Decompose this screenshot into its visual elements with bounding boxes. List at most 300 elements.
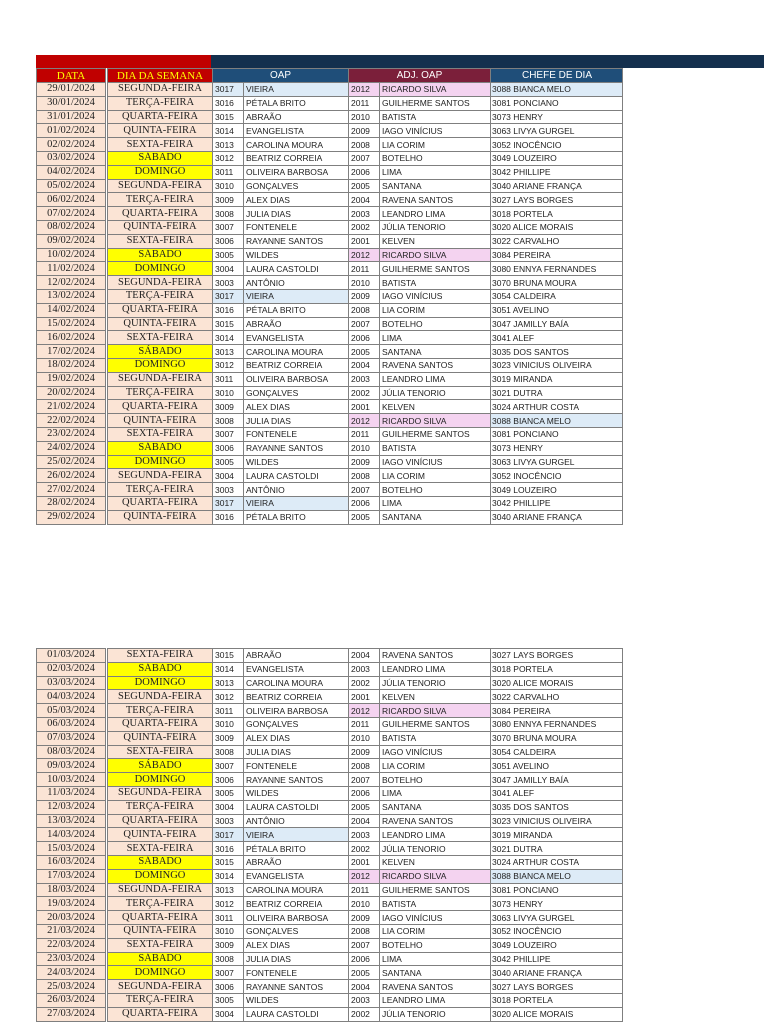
cell-oap-name: RAYANNE SANTOS — [244, 980, 349, 994]
cell-oap-name: ANTÔNIO — [244, 814, 349, 828]
cell-adj-code: 2010 — [349, 441, 380, 455]
cell-adj-name: BOTELHO — [380, 483, 491, 497]
cell-oap-code: 3009 — [213, 938, 244, 952]
cell-adj-code: 2005 — [349, 345, 380, 359]
cell-adj-code: 2006 — [349, 165, 380, 179]
schedule-table-march — [36, 648, 623, 1022]
cell-chefe-de-dia: 3073 HENRY — [491, 441, 623, 455]
cell-adj-code: 2012 — [349, 414, 380, 428]
cell-oap-code: 3005 — [213, 786, 244, 800]
cell-date: 02/02/2024 — [37, 138, 107, 152]
cell-oap-code: 3007 — [213, 759, 244, 773]
cell-adj-code: 2008 — [349, 469, 380, 483]
cell-chefe-de-dia: 3040 ARIANE FRANÇA — [491, 179, 623, 193]
cell-oap-code: 3016 — [213, 303, 244, 317]
cell-day-of-week: QUINTA-FEIRA — [107, 124, 213, 138]
cell-date: 25/02/2024 — [37, 455, 107, 469]
table-row — [37, 234, 623, 248]
table-row — [37, 745, 623, 759]
cell-adj-code: 2008 — [349, 303, 380, 317]
cell-adj-name: LIMA — [380, 165, 491, 179]
cell-adj-name: RAVENA SANTOS — [380, 814, 491, 828]
cell-day-of-week: SÁBADO — [107, 151, 213, 165]
cell-oap-code: 3011 — [213, 911, 244, 925]
cell-adj-name: SANTANA — [380, 510, 491, 524]
cell-chefe-de-dia: 3018 PORTELA — [491, 662, 623, 676]
cell-chefe-de-dia: 3047 JAMILLY BAÍA — [491, 773, 623, 787]
cell-date: 29/01/2024 — [37, 83, 107, 97]
cell-oap-code: 3017 — [213, 828, 244, 842]
table-row — [37, 842, 623, 856]
cell-adj-name: KELVEN — [380, 234, 491, 248]
cell-day-of-week: QUARTA-FEIRA — [107, 303, 213, 317]
cell-date: 27/03/2024 — [37, 1007, 107, 1021]
table-row — [37, 372, 623, 386]
cell-adj-name: GUILHERME SANTOS — [380, 717, 491, 731]
cell-day-of-week: DOMINGO — [107, 773, 213, 787]
table-row — [37, 220, 623, 234]
cell-chefe-de-dia: 3088 BIANCA MELO — [491, 414, 623, 428]
cell-oap-name: PÉTALA BRITO — [244, 303, 349, 317]
cell-adj-name: RAVENA SANTOS — [380, 649, 491, 663]
cell-adj-code: 2012 — [349, 248, 380, 262]
cell-chefe-de-dia: 3019 MIRANDA — [491, 828, 623, 842]
cell-day-of-week: QUINTA-FEIRA — [107, 510, 213, 524]
cell-oap-code: 3015 — [213, 649, 244, 663]
cell-adj-name: BATISTA — [380, 276, 491, 290]
cell-date: 19/03/2024 — [37, 897, 107, 911]
cell-adj-name: IAGO VINÍCIUS — [380, 455, 491, 469]
cell-adj-name: BATISTA — [380, 731, 491, 745]
cell-chefe-de-dia: 3084 PEREIRA — [491, 704, 623, 718]
cell-day-of-week: SÁBADO — [107, 952, 213, 966]
table-row — [37, 483, 623, 497]
cell-adj-code: 2006 — [349, 496, 380, 510]
cell-chefe-de-dia: 3081 PONCIANO — [491, 427, 623, 441]
table-row — [37, 441, 623, 455]
table-row — [37, 897, 623, 911]
cell-adj-name: KELVEN — [380, 855, 491, 869]
cell-oap-name: RAYANNE SANTOS — [244, 441, 349, 455]
cell-day-of-week: SEGUNDA-FEIRA — [107, 83, 213, 97]
cell-adj-code: 2009 — [349, 455, 380, 469]
cell-oap-name: CAROLINA MOURA — [244, 345, 349, 359]
table-row — [37, 814, 623, 828]
table-row — [37, 96, 623, 110]
cell-oap-code: 3005 — [213, 993, 244, 1007]
cell-adj-name: SANTANA — [380, 800, 491, 814]
cell-chefe-de-dia: 3042 PHILLIPE — [491, 496, 623, 510]
cell-date: 08/02/2024 — [37, 220, 107, 234]
cell-oap-name: RAYANNE SANTOS — [244, 773, 349, 787]
cell-chefe-de-dia: 3054 CALDEIRA — [491, 745, 623, 759]
cell-chefe-de-dia: 3084 PEREIRA — [491, 248, 623, 262]
cell-chefe-de-dia: 3018 PORTELA — [491, 993, 623, 1007]
cell-oap-code: 3012 — [213, 690, 244, 704]
cell-day-of-week: QUARTA-FEIRA — [107, 717, 213, 731]
cell-adj-code: 2005 — [349, 510, 380, 524]
cell-oap-code: 3004 — [213, 469, 244, 483]
cell-oap-code: 3013 — [213, 883, 244, 897]
cell-date: 03/03/2024 — [37, 676, 107, 690]
cell-chefe-de-dia: 3047 JAMILLY BAÍA — [491, 317, 623, 331]
cell-day-of-week: TERÇA-FEIRA — [107, 386, 213, 400]
cell-day-of-week: TERÇA-FEIRA — [107, 993, 213, 1007]
cell-adj-code: 2012 — [349, 704, 380, 718]
cell-day-of-week: QUINTA-FEIRA — [107, 828, 213, 842]
cell-adj-code: 2003 — [349, 993, 380, 1007]
cell-adj-name: JÚLIA TENORIO — [380, 676, 491, 690]
cell-adj-code: 2002 — [349, 676, 380, 690]
cell-day-of-week: QUARTA-FEIRA — [107, 814, 213, 828]
cell-adj-code: 2008 — [349, 138, 380, 152]
table-row — [37, 455, 623, 469]
cell-day-of-week: SEXTA-FEIRA — [107, 331, 213, 345]
table-row — [37, 883, 623, 897]
cell-chefe-de-dia: 3019 MIRANDA — [491, 372, 623, 386]
table-row — [37, 980, 623, 994]
cell-oap-name: CAROLINA MOURA — [244, 676, 349, 690]
cell-oap-name: LAURA CASTOLDI — [244, 800, 349, 814]
cell-oap-code: 3007 — [213, 427, 244, 441]
cell-chefe-de-dia: 3022 CARVALHO — [491, 234, 623, 248]
cell-adj-code: 2001 — [349, 234, 380, 248]
table-row — [37, 193, 623, 207]
table-row — [37, 400, 623, 414]
cell-chefe-de-dia: 3063 LIVYA GURGEL — [491, 124, 623, 138]
cell-adj-name: RICARDO SILVA — [380, 248, 491, 262]
cell-adj-code: 2011 — [349, 717, 380, 731]
cell-chefe-de-dia: 3063 LIVYA GURGEL — [491, 911, 623, 925]
cell-oap-name: EVANGELISTA — [244, 331, 349, 345]
cell-chefe-de-dia: 3080 ENNYA FERNANDES — [491, 262, 623, 276]
cell-oap-name: EVANGELISTA — [244, 869, 349, 883]
cell-chefe-de-dia: 3020 ALICE MORAIS — [491, 220, 623, 234]
cell-date: 16/02/2024 — [37, 331, 107, 345]
cell-adj-code: 2003 — [349, 662, 380, 676]
table-row — [37, 828, 623, 842]
cell-date: 21/02/2024 — [37, 400, 107, 414]
cell-chefe-de-dia: 3023 VINICIUS OLIVEIRA — [491, 358, 623, 372]
cell-chefe-de-dia: 3051 AVELINO — [491, 303, 623, 317]
table-row — [37, 966, 623, 980]
cell-oap-code: 3016 — [213, 96, 244, 110]
cell-day-of-week: SEXTA-FEIRA — [107, 649, 213, 663]
cell-day-of-week: SEXTA-FEIRA — [107, 938, 213, 952]
cell-day-of-week: QUINTA-FEIRA — [107, 414, 213, 428]
cell-oap-code: 3017 — [213, 496, 244, 510]
cell-oap-name: JULIA DIAS — [244, 952, 349, 966]
cell-adj-name: IAGO VINÍCIUS — [380, 289, 491, 303]
cell-oap-code: 3012 — [213, 358, 244, 372]
cell-adj-name: IAGO VINÍCIUS — [380, 124, 491, 138]
cell-adj-name: BATISTA — [380, 441, 491, 455]
cell-adj-name: RAVENA SANTOS — [380, 980, 491, 994]
cell-adj-code: 2005 — [349, 800, 380, 814]
table-row — [37, 993, 623, 1007]
cell-adj-code: 2005 — [349, 179, 380, 193]
cell-adj-code: 2001 — [349, 855, 380, 869]
table-row — [37, 924, 623, 938]
cell-day-of-week: SEGUNDA-FEIRA — [107, 690, 213, 704]
table-row — [37, 496, 623, 510]
table-row — [37, 510, 623, 524]
cell-oap-code: 3006 — [213, 234, 244, 248]
cell-oap-name: RAYANNE SANTOS — [244, 234, 349, 248]
cell-day-of-week: SEXTA-FEIRA — [107, 842, 213, 856]
cell-day-of-week: QUARTA-FEIRA — [107, 110, 213, 124]
cell-adj-name: LIA CORIM — [380, 469, 491, 483]
cell-adj-name: GUILHERME SANTOS — [380, 96, 491, 110]
cell-oap-name: ABRAÃO — [244, 317, 349, 331]
cell-day-of-week: QUARTA-FEIRA — [107, 496, 213, 510]
cell-day-of-week: DOMINGO — [107, 966, 213, 980]
cell-oap-name: BEATRIZ CORREIA — [244, 897, 349, 911]
cell-adj-code: 2007 — [349, 151, 380, 165]
cell-adj-code: 2010 — [349, 276, 380, 290]
cell-chefe-de-dia: 3049 LOUZEIRO — [491, 938, 623, 952]
cell-oap-code: 3006 — [213, 980, 244, 994]
header-adj-oap: ADJ. OAP — [349, 69, 491, 83]
cell-date: 09/03/2024 — [37, 759, 107, 773]
cell-oap-code: 3008 — [213, 414, 244, 428]
table-row — [37, 855, 623, 869]
table-row — [37, 151, 623, 165]
cell-day-of-week: SÁBADO — [107, 345, 213, 359]
cell-date: 24/03/2024 — [37, 966, 107, 980]
cell-chefe-de-dia: 3041 ALEF — [491, 331, 623, 345]
cell-oap-name: VIEIRA — [244, 289, 349, 303]
cell-date: 20/03/2024 — [37, 911, 107, 925]
cell-date: 08/03/2024 — [37, 745, 107, 759]
cell-adj-code: 2007 — [349, 773, 380, 787]
cell-day-of-week: SEGUNDA-FEIRA — [107, 980, 213, 994]
cell-date: 14/03/2024 — [37, 828, 107, 842]
table-row — [37, 317, 623, 331]
cell-adj-name: LEANDRO LIMA — [380, 828, 491, 842]
cell-oap-code: 3009 — [213, 400, 244, 414]
cell-adj-code: 2007 — [349, 317, 380, 331]
table-row — [37, 427, 623, 441]
cell-adj-code: 2006 — [349, 786, 380, 800]
cell-adj-code: 2001 — [349, 690, 380, 704]
cell-date: 22/02/2024 — [37, 414, 107, 428]
cell-adj-code: 2002 — [349, 1007, 380, 1021]
cell-chefe-de-dia: 3070 BRUNA MOURA — [491, 731, 623, 745]
header-band-navy — [211, 55, 764, 68]
cell-adj-name: IAGO VINÍCIUS — [380, 745, 491, 759]
cell-oap-name: ANTÔNIO — [244, 483, 349, 497]
cell-adj-code: 2004 — [349, 193, 380, 207]
table-row — [37, 289, 623, 303]
cell-adj-code: 2011 — [349, 262, 380, 276]
cell-oap-code: 3004 — [213, 800, 244, 814]
cell-oap-code: 3012 — [213, 151, 244, 165]
cell-adj-name: GUILHERME SANTOS — [380, 427, 491, 441]
cell-adj-code: 2009 — [349, 745, 380, 759]
cell-adj-name: GUILHERME SANTOS — [380, 883, 491, 897]
cell-oap-code: 3014 — [213, 124, 244, 138]
cell-oap-name: OLIVEIRA BARBOSA — [244, 704, 349, 718]
table-row — [37, 952, 623, 966]
table-row — [37, 83, 623, 97]
cell-date: 21/03/2024 — [37, 924, 107, 938]
cell-day-of-week: TERÇA-FEIRA — [107, 897, 213, 911]
cell-oap-name: FONTENELE — [244, 427, 349, 441]
cell-oap-name: GONÇALVES — [244, 386, 349, 400]
cell-oap-name: GONÇALVES — [244, 717, 349, 731]
cell-oap-code: 3004 — [213, 1007, 244, 1021]
cell-oap-code: 3015 — [213, 110, 244, 124]
cell-date: 30/01/2024 — [37, 96, 107, 110]
cell-date: 14/02/2024 — [37, 303, 107, 317]
table-row — [37, 138, 623, 152]
cell-oap-name: FONTENELE — [244, 966, 349, 980]
table-row — [37, 179, 623, 193]
cell-adj-name: JÚLIA TENORIO — [380, 386, 491, 400]
cell-oap-name: JULIA DIAS — [244, 414, 349, 428]
cell-adj-code: 2009 — [349, 124, 380, 138]
table-header-row — [37, 69, 623, 83]
table-row — [37, 676, 623, 690]
cell-date: 18/03/2024 — [37, 883, 107, 897]
cell-chefe-de-dia: 3027 LAYS BORGES — [491, 980, 623, 994]
cell-day-of-week: TERÇA-FEIRA — [107, 289, 213, 303]
cell-chefe-de-dia: 3041 ALEF — [491, 786, 623, 800]
table-row — [37, 717, 623, 731]
cell-date: 02/03/2024 — [37, 662, 107, 676]
cell-adj-code: 2004 — [349, 358, 380, 372]
cell-date: 27/02/2024 — [37, 483, 107, 497]
cell-oap-code: 3008 — [213, 952, 244, 966]
table-row — [37, 262, 623, 276]
header-oap: OAP — [213, 69, 349, 83]
table-row — [37, 938, 623, 952]
cell-adj-name: BOTELHO — [380, 317, 491, 331]
cell-oap-code: 3014 — [213, 869, 244, 883]
cell-chefe-de-dia: 3054 CALDEIRA — [491, 289, 623, 303]
table-row — [37, 303, 623, 317]
cell-oap-name: LAURA CASTOLDI — [244, 262, 349, 276]
cell-chefe-de-dia: 3022 CARVALHO — [491, 690, 623, 704]
cell-oap-name: GONÇALVES — [244, 924, 349, 938]
cell-date: 18/02/2024 — [37, 358, 107, 372]
cell-oap-code: 3016 — [213, 842, 244, 856]
cell-oap-code: 3004 — [213, 262, 244, 276]
cell-adj-name: RICARDO SILVA — [380, 83, 491, 97]
cell-date: 07/03/2024 — [37, 731, 107, 745]
table-row — [37, 414, 623, 428]
cell-date: 29/02/2024 — [37, 510, 107, 524]
cell-day-of-week: QUARTA-FEIRA — [107, 911, 213, 925]
cell-adj-name: LEANDRO LIMA — [380, 207, 491, 221]
cell-date: 06/03/2024 — [37, 717, 107, 731]
cell-oap-code: 3013 — [213, 138, 244, 152]
cell-adj-name: JÚLIA TENORIO — [380, 1007, 491, 1021]
cell-chefe-de-dia: 3070 BRUNA MOURA — [491, 276, 623, 290]
cell-adj-code: 2010 — [349, 110, 380, 124]
cell-day-of-week: SEGUNDA-FEIRA — [107, 883, 213, 897]
cell-day-of-week: DOMINGO — [107, 869, 213, 883]
cell-day-of-week: DOMINGO — [107, 676, 213, 690]
cell-date: 12/02/2024 — [37, 276, 107, 290]
table-row — [37, 649, 623, 663]
cell-chefe-de-dia: 3021 DUTRA — [491, 386, 623, 400]
cell-day-of-week: SÁBADO — [107, 248, 213, 262]
cell-day-of-week: SEGUNDA-FEIRA — [107, 469, 213, 483]
table-row — [37, 786, 623, 800]
cell-adj-name: BOTELHO — [380, 773, 491, 787]
cell-day-of-week: TERÇA-FEIRA — [107, 96, 213, 110]
cell-oap-code: 3007 — [213, 966, 244, 980]
cell-date: 25/03/2024 — [37, 980, 107, 994]
cell-date: 05/02/2024 — [37, 179, 107, 193]
cell-oap-code: 3006 — [213, 441, 244, 455]
cell-oap-name: ALEX DIAS — [244, 938, 349, 952]
cell-date: 23/03/2024 — [37, 952, 107, 966]
cell-oap-name: ALEX DIAS — [244, 400, 349, 414]
cell-chefe-de-dia: 3081 PONCIANO — [491, 96, 623, 110]
table-row — [37, 773, 623, 787]
cell-day-of-week: SÁBADO — [107, 662, 213, 676]
cell-adj-name: JÚLIA TENORIO — [380, 842, 491, 856]
cell-oap-name: CAROLINA MOURA — [244, 138, 349, 152]
cell-adj-code: 2007 — [349, 938, 380, 952]
cell-chefe-de-dia: 3088 BIANCA MELO — [491, 869, 623, 883]
cell-oap-name: ALEX DIAS — [244, 193, 349, 207]
cell-day-of-week: DOMINGO — [107, 358, 213, 372]
cell-adj-code: 2004 — [349, 649, 380, 663]
table-row — [37, 1007, 623, 1021]
cell-adj-code: 2003 — [349, 372, 380, 386]
cell-adj-name: SANTANA — [380, 345, 491, 359]
cell-adj-name: LIMA — [380, 786, 491, 800]
cell-date: 11/03/2024 — [37, 786, 107, 800]
cell-chefe-de-dia: 3035 DOS SANTOS — [491, 345, 623, 359]
cell-adj-name: GUILHERME SANTOS — [380, 262, 491, 276]
cell-date: 01/02/2024 — [37, 124, 107, 138]
cell-oap-name: FONTENELE — [244, 220, 349, 234]
cell-oap-code: 3017 — [213, 289, 244, 303]
cell-chefe-de-dia: 3024 ARTHUR COSTA — [491, 400, 623, 414]
cell-oap-code: 3008 — [213, 207, 244, 221]
cell-adj-code: 2004 — [349, 980, 380, 994]
cell-day-of-week: QUINTA-FEIRA — [107, 317, 213, 331]
cell-adj-code: 2002 — [349, 220, 380, 234]
cell-date: 13/03/2024 — [37, 814, 107, 828]
cell-adj-name: LIMA — [380, 952, 491, 966]
cell-oap-code: 3008 — [213, 745, 244, 759]
table-row — [37, 690, 623, 704]
table-row — [37, 386, 623, 400]
cell-oap-name: PÉTALA BRITO — [244, 96, 349, 110]
cell-oap-code: 3017 — [213, 83, 244, 97]
cell-day-of-week: TERÇA-FEIRA — [107, 704, 213, 718]
cell-day-of-week: TERÇA-FEIRA — [107, 800, 213, 814]
cell-oap-name: BEATRIZ CORREIA — [244, 358, 349, 372]
cell-oap-code: 3014 — [213, 662, 244, 676]
cell-date: 24/02/2024 — [37, 441, 107, 455]
cell-adj-code: 2010 — [349, 897, 380, 911]
cell-date: 11/02/2024 — [37, 262, 107, 276]
cell-adj-code: 2009 — [349, 911, 380, 925]
cell-adj-code: 2002 — [349, 842, 380, 856]
cell-adj-code: 2011 — [349, 883, 380, 897]
cell-adj-name: BOTELHO — [380, 151, 491, 165]
cell-oap-code: 3009 — [213, 193, 244, 207]
header-band-red — [36, 55, 211, 68]
cell-chefe-de-dia: 3042 PHILLIPE — [491, 952, 623, 966]
